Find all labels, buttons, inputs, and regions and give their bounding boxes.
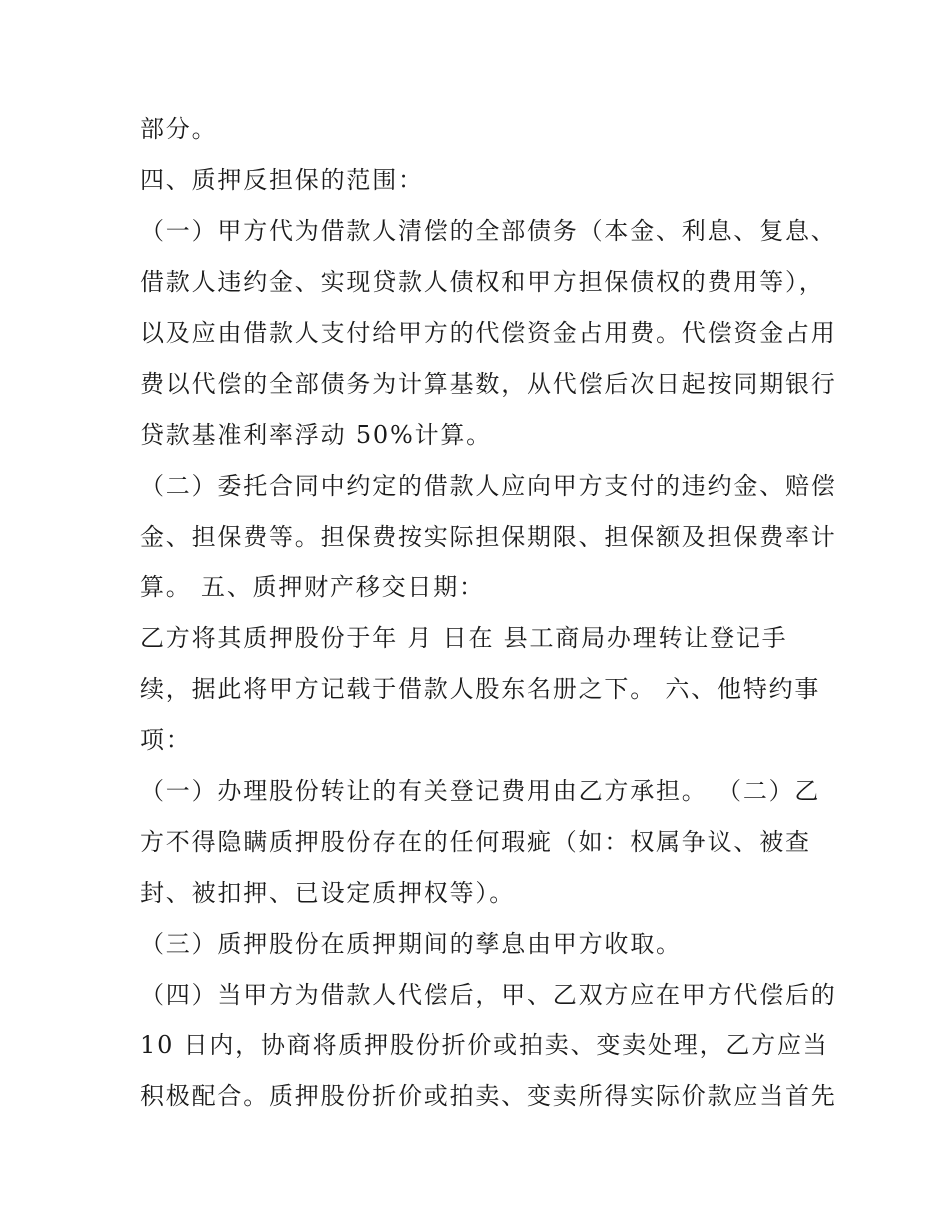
text-line: 续，据此将甲方记载于借款人股东名册之下。 六、他特约事 (140, 675, 821, 703)
text-line: （二）委托合同中约定的借款人应向甲方支付的违约金、赔偿 (140, 472, 837, 500)
text-line: 积极配合。质押股份折价或拍卖、变卖所得实际价款应当首先 (140, 1082, 837, 1110)
text-line: 方不得隐瞒质押股份存在的任何瑕疵（如：权属争议、被查 (140, 828, 811, 856)
text-line: 算。 五、质押财产移交日期： (140, 573, 485, 601)
text-line: 封、被扣押、已设定质押权等）。 (140, 879, 515, 907)
text-line: 乙方将其质押股份于年 月 日在 县工商局办理转让登记手 (140, 624, 788, 652)
text-line: （三）质押股份在质押期间的孳息由甲方收取。 (140, 930, 682, 958)
text-line: 费以代偿的全部债务为计算基数，从代偿后次日起按同期银行 (140, 370, 837, 398)
text-line: （四）当甲方为借款人代偿后，甲、乙双方应在甲方代偿后的 (140, 981, 837, 1009)
text-line: 部分。 (140, 115, 218, 143)
text-line: （一）甲方代为借款人清偿的全部债务（本金、利息、复息、 (140, 217, 837, 245)
text-line: 项： (140, 726, 192, 754)
text-line: 金、担保费等。担保费按实际担保期限、担保额及担保费率计 (140, 523, 837, 551)
text-line: 贷款基准利率浮动 50%计算。 (140, 421, 492, 449)
text-line: 10 日内，协商将质押股份折价或拍卖、变卖处理，乙方应当 (140, 1031, 829, 1059)
text-line: （一）办理股份转让的有关登记费用由乙方承担。 （二）乙 (140, 777, 821, 805)
text-line: 以及应由借款人支付给甲方的代偿资金占用费。代偿资金占用 (140, 319, 837, 347)
text-line: 借款人违约金、实现贷款人债权和甲方担保债权的费用等）， (140, 268, 825, 296)
section-heading: 四、质押反担保的范围： (140, 166, 424, 194)
